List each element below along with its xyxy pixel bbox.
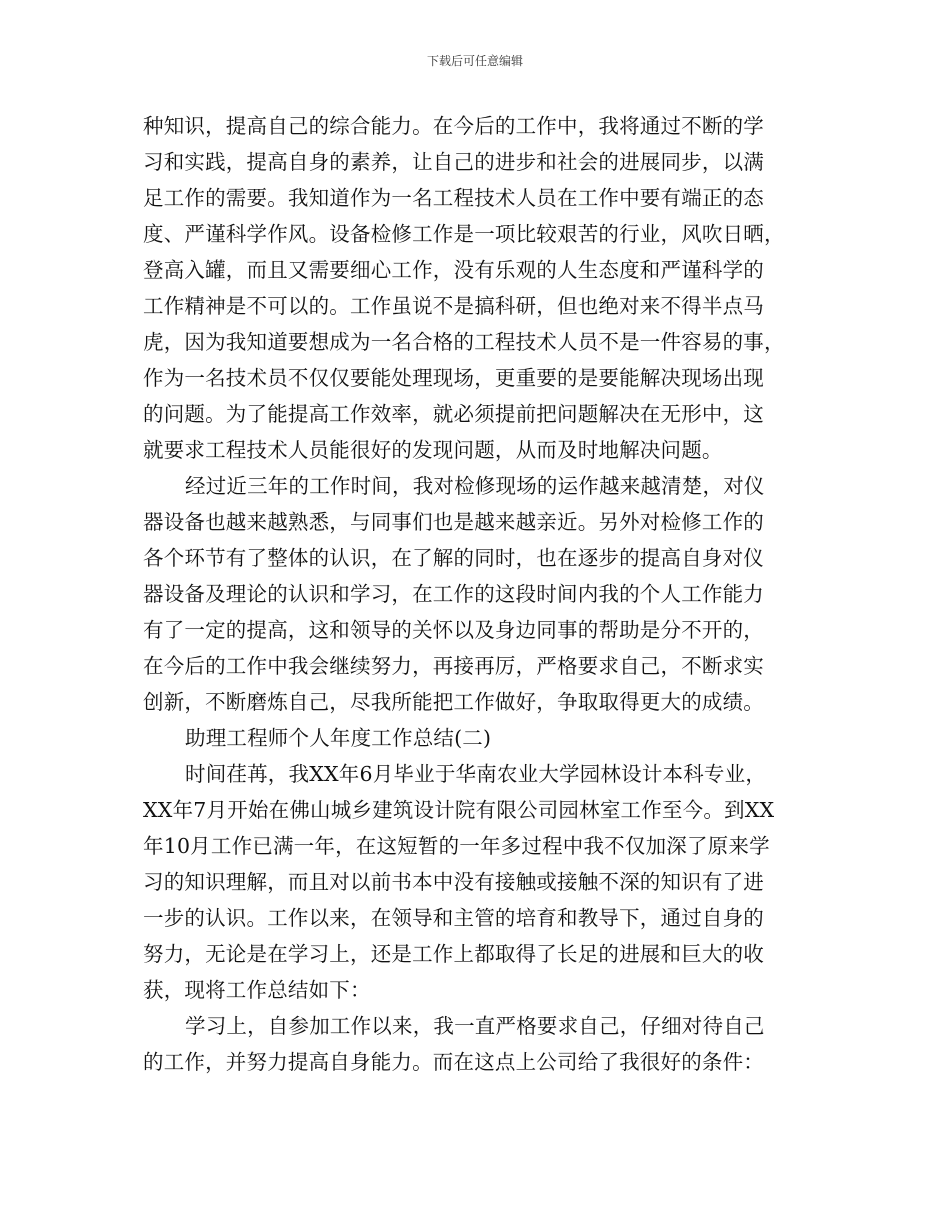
paragraph-line: 作为一名技术员不仅仅要能处理现场，更重要的是要能解决现场出现 [143, 366, 764, 390]
paragraph-line: 努力，无论是在学习上，还是工作上都取得了长足的进展和巨大的收 [143, 942, 764, 966]
paragraph-line: 习的知识理解，而且对以前书本中没有接触或接触不深的知识有了进 [143, 870, 764, 894]
paragraph-line: 习和实践，提高自身的素养，让自己的进步和社会的进展同步，以满 [143, 150, 764, 174]
paragraph-line: 足工作的需要。我知道作为一名工程技术人员在工作中要有端正的态 [143, 186, 764, 210]
paragraph-line: 在今后的工作中我会继续努力，再接再厉，严格要求自己，不断求实 [143, 654, 764, 678]
paragraph-line: 的问题。为了能提高工作效率，就必须提前把问题解决在无形中，这 [143, 402, 764, 426]
section-heading: 助理工程师个人年度工作总结(二) [185, 726, 492, 750]
paragraph-line: 度、严谨科学作风。设备检修工作是一项比较艰苦的行业，风吹日晒， [143, 222, 785, 246]
paragraph-line: 登高入罐，而且又需要细心工作，没有乐观的人生态度和严谨科学的 [143, 258, 764, 282]
paragraph-line: 工作精神是不可以的。工作虽说不是搞科研，但也绝对来不得半点马 [143, 294, 764, 318]
paragraph-line: 虎，因为我知道要想成为一名合格的工程技术人员不是一件容易的事， [143, 330, 785, 354]
paragraph-line: 器设备也越来越熟悉，与同事们也是越来越亲近。另外对检修工作的 [143, 510, 764, 534]
paragraph-line: 年10月工作已满一年，在这短暂的一年多过程中我不仅加深了原来学 [143, 834, 770, 858]
paragraph-line: XX年7月开始在佛山城乡建筑设计院有限公司园林室工作至今。到XX [143, 798, 775, 822]
document-body [143, 108, 808, 1080]
paragraph-line: 就要求工程技术人员能很好的发现问题，从而及时地解决问题。 [143, 438, 723, 462]
paragraph-line: 器设备及理论的认识和学习，在工作的这段时间内我的个人工作能力 [143, 582, 764, 606]
paragraph-line: 各个环节有了整体的认识，在了解的同时，也在逐步的提高自身对仪 [143, 546, 764, 570]
paragraph-line: 一步的认识。工作以来，在领导和主管的培育和教导下，通过自身的 [143, 906, 764, 930]
paragraph-line: 学习上，自参加工作以来，我一直严格要求自己，仔细对待自己 [185, 1014, 765, 1038]
paragraph-line: 有了一定的提高，这和领导的关怀以及身边同事的帮助是分不开的， [143, 618, 764, 642]
paragraph-line: 种知识，提高自己的综合能力。在今后的工作中，我将通过不断的学 [143, 114, 764, 138]
paragraph-line: 获，现将工作总结如下： [143, 978, 371, 1002]
paragraph-line: 的工作，并努力提高自身能力。而在这点上公司给了我很好的条件： [143, 1050, 764, 1074]
paragraph-line: 时间荏苒，我XX年6月毕业于华南农业大学园林设计本科专业， [185, 762, 767, 786]
paragraph-line: 经过近三年的工作时间，我对检修现场的运作越来越清楚，对仪 [185, 474, 765, 498]
page-header: 下载后可任意编辑 [426, 54, 523, 68]
paragraph-line: 创新，不断磨炼自己，尽我所能把工作做好，争取取得更大的成绩。 [143, 690, 764, 714]
